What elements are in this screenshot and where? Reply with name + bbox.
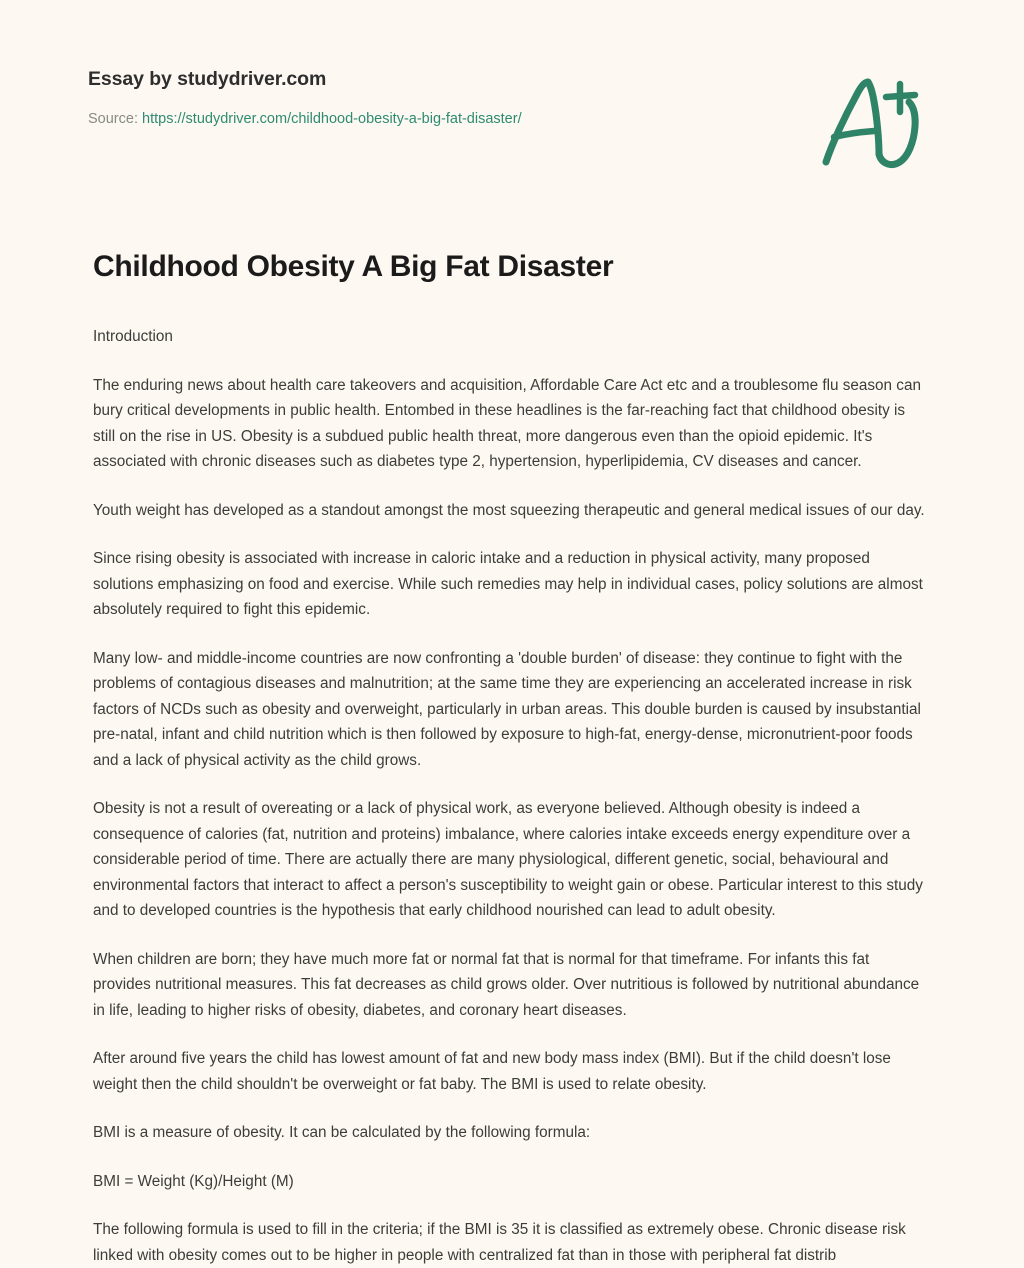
source-line: [88, 91, 522, 129]
paragraph-bmi-formula: BMI = Weight (Kg)/Height (M): [93, 1172, 294, 1190]
paragraph-10: The following formula is used to fill in the criteria; if the BMI is 35 it is classified as extremely obese. Chronic disease risk linked with obesity comes out to be higher in people with centralized fat than in those with peripheral fat distrib: [93, 1221, 906, 1264]
paragraph-3: Since rising obesity is associated with increase in caloric intake and a reduction in physical activity, many proposed solutions emphasizing on food and exercise. While such remedies may help in individual cases, policy solutions are almost absolutely required to fight this epidemic.: [93, 550, 923, 619]
source-label: Source:: [88, 111, 138, 128]
brand-title: Essay by studydriver.com: [88, 68, 327, 90]
a-plus-logo-icon: [816, 74, 932, 170]
source-url-link[interactable]: https://studydriver.com/childhood-obesity-a-big-fat-disaster/: [142, 111, 522, 128]
paragraph-8: BMI is a measure of obesity. It can be calculated by the following formula:: [93, 1124, 591, 1142]
paragraph-5: Obesity is not a result of overeating or a lack of physical work, as everyone believed. Although obesity is indeed a consequence of calories (fat, nutrition and proteins) imbalance, where calories intake exceeds energy expenditure over a considerable period of time. There are actually there are many physiological, different genetic, social, behavioural and environmental factors that interact to affect a person's susceptibility to weight gain or obese. Particular interest to this study and to developed countries is the hypothesis that early childhood nourished can lead to adult obesity.: [93, 800, 923, 920]
document-header: [0, 0, 1024, 185]
brand-block: [88, 68, 522, 129]
paragraph-6: When children are born; they have much more fat or normal fat that is normal for that timeframe. For infants this fat provides nutritional measures. This fat decreases as child grows older. Over nutritious is followed by nutritional abundance in life, leading to higher risks of obesity, diabetes, and coronary heart diseases.: [93, 950, 920, 1019]
paragraph-4: Many low- and middle-income countries are now confronting a 'double burden' of disease: they continue to fight with the problems of contagious diseases and malnutrition; at the same time they are experiencing an accelerated increase in risk factors of NCDs such as obesity and overweight, particularly in urban areas. This double burden is caused by insubstantial pre-natal, infant and child nutrition which is then followed by exposure to high-fat, energy-dense, micronutrient-poor foods and a lack of physical activity as the child grows.: [93, 649, 921, 769]
paragraph-introduction: Introduction: [93, 328, 173, 346]
article-body: [93, 324, 931, 1268]
article: [93, 248, 931, 1268]
paragraph-2: Youth weight has developed as a standout amongst the most squeezing therapeutic and general medical issues of our day.: [93, 501, 925, 519]
paragraph-1: The enduring news about health care takeovers and acquisition, Affordable Care Act etc and a troublesome flu season can bury critical developments in public health. Entombed in these headlines is the far-reaching fact that childhood obesity is still on the rise in US. Obesity is a subdued public health threat, more dangerous even than the opioid epidemic. It's associated with chronic diseases such as diabetes type 2, hypertension, hyperlipidemia, CV diseases and cancer.: [93, 376, 921, 471]
paragraph-7: After around five years the child has lowest amount of fat and new body mass index (BMI). But if the child doesn't lose weight then the child shouldn't be overweight or fat baby. The BMI is used to relate obesity.: [93, 1050, 891, 1093]
page-title: Childhood Obesity A Big Fat Disaster: [93, 250, 614, 283]
